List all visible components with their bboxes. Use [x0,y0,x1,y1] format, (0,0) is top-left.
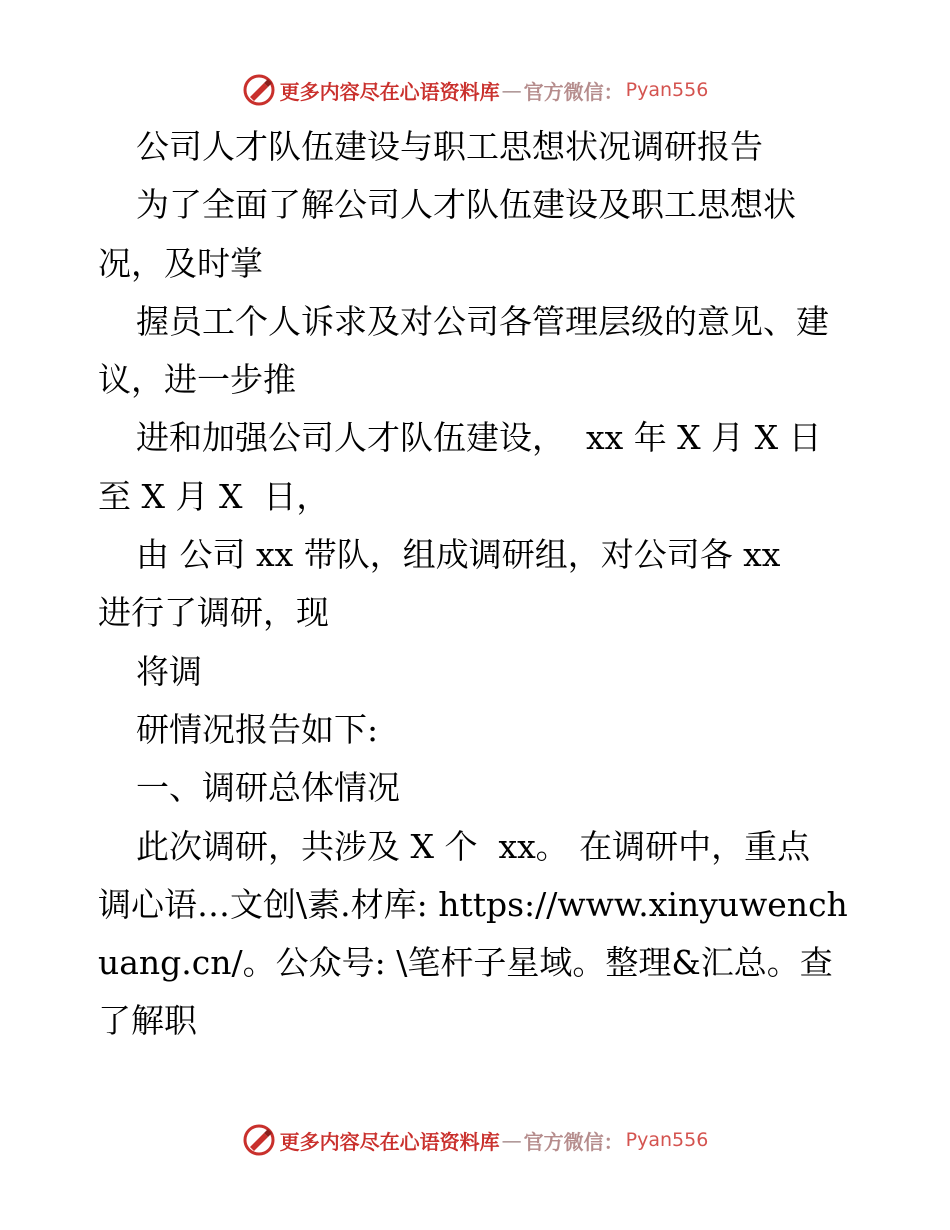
paragraph-line: 至 X 月 X 日， [98,476,330,516]
paragraph-line: 况，及时掌 [98,243,263,283]
paragraph-line: uang.cn/。公众号: \笔杆子星域。整理&汇总。查 [98,943,833,983]
paragraph-line: 由 公司 xx 带队，组成调研组，对公司各 xx [136,535,781,575]
pen-logo-icon [242,73,276,107]
paragraph-line: 研情况报告如下: [136,709,379,749]
paragraph-line: 此次调研，共涉及 X 个 xx。 在调研中，重点 [136,826,811,866]
banner-main-text: 更多内容尽在心语资料库 [279,1129,500,1154]
banner-wechat-label: 官方微信： [523,1129,624,1154]
banner-wechat-label: 官方微信： [523,79,624,104]
paragraph-line: 议，进一步推 [98,360,296,400]
banner-wechat-id: Pyan556 [625,79,709,101]
paragraph-line: 进行了调研，现 [98,593,329,633]
paragraph-line: 握员工个人诉求及对公司各管理层级的意见、建 [136,301,829,341]
paragraph-line: 调心语…文创\素.材库: https://www.xinyuwench [98,884,848,924]
banner-main-text: 更多内容尽在心语资料库 [279,79,500,104]
banner-separator: — [501,1128,522,1152]
section-heading: 一、调研总体情况 [136,768,400,808]
pen-logo-icon [242,1123,276,1157]
paragraph-line: 为了全面了解公司人才队伍建设及职工思想状 [136,185,796,225]
paragraph-line: 了解职 [98,1001,197,1041]
paragraph-line: 将调 [136,651,202,691]
banner-separator: — [501,78,522,102]
banner-wechat-id: Pyan556 [625,1129,709,1151]
paragraph-line: 进和加强公司人才队伍建设， xx 年 X 月 X 日 [136,418,822,458]
document-body [98,118,858,1051]
document-title: 公司人才队伍建设与职工思想状况调研报告 [136,127,763,166]
watermark-banner-bottom [0,1120,950,1160]
watermark-banner-top [0,70,950,110]
